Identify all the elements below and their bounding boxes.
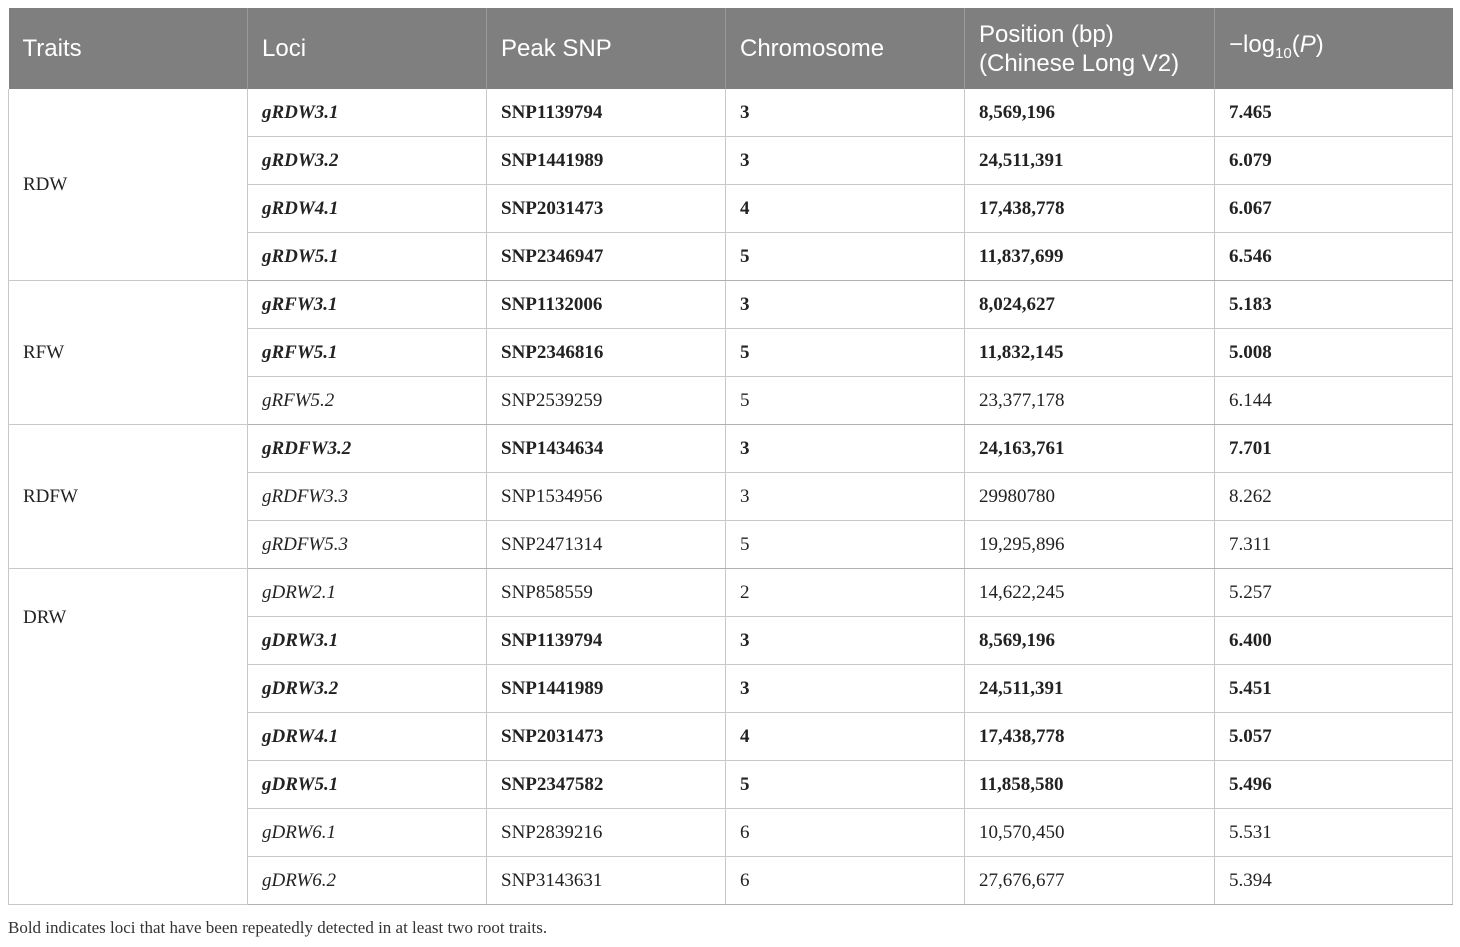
trait-cell: DRW [9, 569, 248, 905]
header-row [9, 8, 1453, 89]
locus-cell: gRFW3.1 [248, 281, 487, 329]
peak-snp-cell: SNP1139794 [487, 89, 726, 137]
position-cell: 17,438,778 [965, 713, 1215, 761]
position-cell: 11,832,145 [965, 329, 1215, 377]
locus-cell: gRFW5.1 [248, 329, 487, 377]
header-log-paren-close: ) [1315, 30, 1324, 58]
header-log-var: P [1299, 30, 1316, 58]
position-cell: 14,622,245 [965, 569, 1215, 617]
peak-snp-cell: SNP1441989 [487, 665, 726, 713]
header-position-line2: (Chinese Long V2) [979, 49, 1180, 77]
neg-log-p-cell: 6.079 [1215, 137, 1453, 185]
peak-snp-cell: SNP2346816 [487, 329, 726, 377]
chromosome-cell: 3 [726, 89, 965, 137]
locus-cell: gDRW2.1 [248, 569, 487, 617]
chromosome-cell: 3 [726, 137, 965, 185]
locus-cell: gRDFW3.2 [248, 425, 487, 473]
table-row [9, 425, 1453, 473]
peak-snp-cell: SNP2031473 [487, 713, 726, 761]
chromosome-cell: 5 [726, 377, 965, 425]
chromosome-cell: 5 [726, 521, 965, 569]
locus-cell: gDRW3.2 [248, 665, 487, 713]
peak-snp-cell: SNP858559 [487, 569, 726, 617]
position-cell: 24,163,761 [965, 425, 1215, 473]
neg-log-p-cell: 7.465 [1215, 89, 1453, 137]
header-log-prefix: −log [1229, 30, 1276, 58]
chromosome-cell: 3 [726, 281, 965, 329]
peak-snp-cell: SNP1441989 [487, 137, 726, 185]
peak-snp-cell: SNP1434634 [487, 425, 726, 473]
neg-log-p-cell: 8.262 [1215, 473, 1453, 521]
locus-cell: gRDW5.1 [248, 233, 487, 281]
peak-snp-cell: SNP2839216 [487, 809, 726, 857]
chromosome-cell: 5 [726, 233, 965, 281]
position-cell: 8,569,196 [965, 617, 1215, 665]
neg-log-p-cell: 5.496 [1215, 761, 1453, 809]
header-position [965, 8, 1215, 89]
chromosome-cell: 4 [726, 713, 965, 761]
table-row [9, 569, 1453, 617]
position-cell: 11,837,699 [965, 233, 1215, 281]
peak-snp-cell: SNP2471314 [487, 521, 726, 569]
neg-log-p-cell: 6.400 [1215, 617, 1453, 665]
position-cell: 24,511,391 [965, 665, 1215, 713]
locus-cell: gDRW4.1 [248, 713, 487, 761]
peak-snp-cell: SNP3143631 [487, 857, 726, 905]
neg-log-p-cell: 5.257 [1215, 569, 1453, 617]
table-footnote: Bold indicates loci that have been repeatedly detected in at least two root traits. [8, 918, 548, 937]
position-cell: 17,438,778 [965, 185, 1215, 233]
locus-cell: gDRW5.1 [248, 761, 487, 809]
chromosome-cell: 3 [726, 473, 965, 521]
locus-cell: gRDFW3.3 [248, 473, 487, 521]
neg-log-p-cell: 5.057 [1215, 713, 1453, 761]
peak-snp-cell: SNP1132006 [487, 281, 726, 329]
locus-cell: gDRW6.1 [248, 809, 487, 857]
position-cell: 19,295,896 [965, 521, 1215, 569]
locus-cell: gRDW3.2 [248, 137, 487, 185]
neg-log-p-cell: 5.531 [1215, 809, 1453, 857]
position-cell: 23,377,178 [965, 377, 1215, 425]
header-chromosome: Chromosome [726, 8, 965, 89]
position-cell: 27,676,677 [965, 857, 1215, 905]
peak-snp-cell: SNP2346947 [487, 233, 726, 281]
trait-cell: RFW [9, 281, 248, 425]
neg-log-p-cell: 7.311 [1215, 521, 1453, 569]
chromosome-cell: 5 [726, 761, 965, 809]
table-row [9, 281, 1453, 329]
neg-log-p-cell: 5.183 [1215, 281, 1453, 329]
table-header [9, 8, 1453, 89]
header-log-paren-open: ( [1291, 30, 1300, 58]
peak-snp-cell: SNP2031473 [487, 185, 726, 233]
header-position-line1: Position (bp) [979, 20, 1114, 48]
peak-snp-cell: SNP1534956 [487, 473, 726, 521]
chromosome-cell: 5 [726, 329, 965, 377]
position-cell: 8,024,627 [965, 281, 1215, 329]
table-body [9, 89, 1453, 905]
gwas-loci-table [8, 8, 1453, 905]
peak-snp-cell: SNP1139794 [487, 617, 726, 665]
neg-log-p-cell: 5.008 [1215, 329, 1453, 377]
trait-cell: RDFW [9, 425, 248, 569]
neg-log-p-cell: 6.546 [1215, 233, 1453, 281]
position-cell: 29980780 [965, 473, 1215, 521]
locus-cell: gRDW4.1 [248, 185, 487, 233]
header-traits: Traits [9, 8, 248, 89]
locus-cell: gRDW3.1 [248, 89, 487, 137]
peak-snp-cell: SNP2347582 [487, 761, 726, 809]
position-cell: 11,858,580 [965, 761, 1215, 809]
chromosome-cell: 2 [726, 569, 965, 617]
header-peak-snp: Peak SNP [487, 8, 726, 89]
neg-log-p-cell: 6.067 [1215, 185, 1453, 233]
neg-log-p-cell: 7.701 [1215, 425, 1453, 473]
chromosome-cell: 6 [726, 857, 965, 905]
chromosome-cell: 3 [726, 617, 965, 665]
position-cell: 8,569,196 [965, 89, 1215, 137]
locus-cell: gRFW5.2 [248, 377, 487, 425]
chromosome-cell: 3 [726, 665, 965, 713]
trait-cell: RDW [9, 89, 248, 281]
results-table-container [8, 8, 1452, 905]
table-row [9, 89, 1453, 137]
chromosome-cell: 4 [726, 185, 965, 233]
chromosome-cell: 3 [726, 425, 965, 473]
locus-cell: gDRW3.1 [248, 617, 487, 665]
header-loci: Loci [248, 8, 487, 89]
header-log-sub: 10 [1275, 44, 1292, 62]
neg-log-p-cell: 5.394 [1215, 857, 1453, 905]
position-cell: 10,570,450 [965, 809, 1215, 857]
locus-cell: gRDFW5.3 [248, 521, 487, 569]
position-cell: 24,511,391 [965, 137, 1215, 185]
locus-cell: gDRW6.2 [248, 857, 487, 905]
chromosome-cell: 6 [726, 809, 965, 857]
peak-snp-cell: SNP2539259 [487, 377, 726, 425]
neg-log-p-cell: 5.451 [1215, 665, 1453, 713]
neg-log-p-cell: 6.144 [1215, 377, 1453, 425]
header-neg-log-p [1215, 8, 1453, 89]
